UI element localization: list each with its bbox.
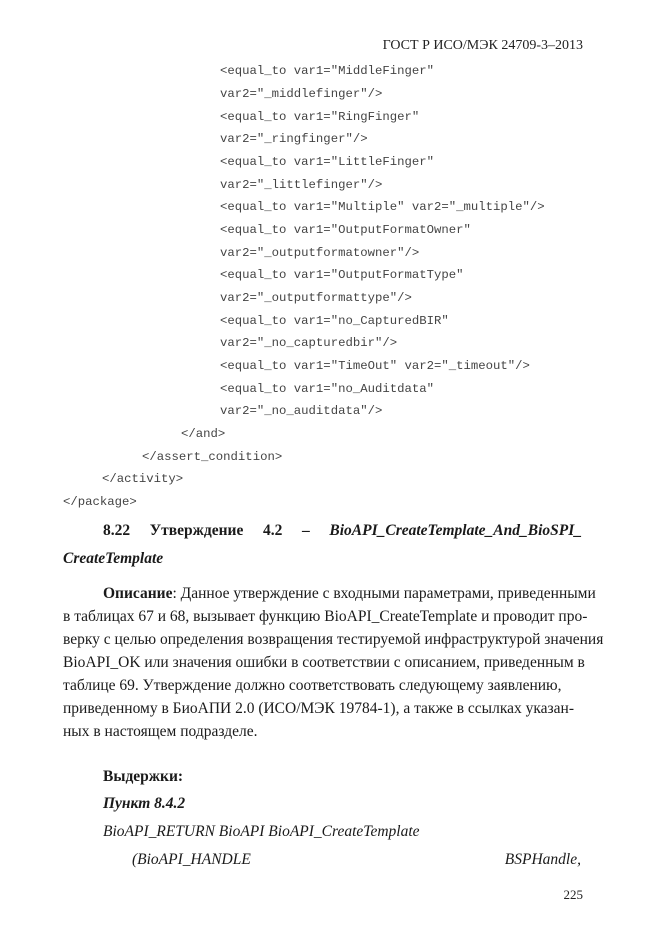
- code-line: </assert_condition>: [142, 450, 283, 464]
- code-line: <equal_to var1="LittleFinger": [220, 155, 435, 169]
- code-line: <equal_to var1="MiddleFinger": [220, 64, 435, 78]
- code-line: </package>: [63, 495, 137, 509]
- document-header: ГОСТ Р ИСО/МЭК 24709-3–2013: [382, 38, 583, 53]
- description-line-1: [103, 585, 596, 603]
- code-line: </and>: [181, 427, 226, 441]
- description-text-1: : Данное утверждение с входными параметрами, приведенными: [172, 585, 596, 602]
- description-line-2: в таблицах 67 и 68, вызывает функцию BioAPI_CreateTemplate и проводит про-: [63, 608, 588, 625]
- description-line-4: BioAPI_OK или значения ошибки в соответствии с описанием, приведенным в: [63, 654, 585, 671]
- description-line-7: ных в настоящем подразделе.: [63, 723, 258, 740]
- code-line: </activity>: [102, 472, 184, 486]
- description-line-6: приведенному в БиоАПИ 2.0 (ИСО/МЭК 19784-1), а также в ссылках указан-: [63, 700, 575, 717]
- code-line: var2="_ringfinger"/>: [220, 132, 368, 146]
- code-line: var2="_no_capturedbir"/>: [220, 336, 398, 350]
- code-line: <equal_to var1="RingFinger": [220, 110, 420, 124]
- param-name: BSPHandle,: [504, 851, 581, 868]
- code-line: var2="_no_auditdata"/>: [220, 404, 383, 418]
- code-line: <equal_to var1="OutputFormatType": [220, 268, 464, 282]
- code-line: <equal_to var1="no_Auditdata": [220, 382, 435, 396]
- section-heading: [103, 522, 582, 540]
- code-line: var2="_outputformattype"/>: [220, 291, 412, 305]
- description-line-3: верку с целью определения возвращения тестируемой инфраструктурой значения: [63, 631, 604, 648]
- excerpts-label: Выдержки:: [103, 768, 184, 785]
- section-title-part1: BioAPI_CreateTemplate_And_BioSPI_: [329, 522, 582, 539]
- param-type: (BioAPI_HANDLE: [132, 851, 251, 868]
- section-number: 8.22: [103, 522, 131, 539]
- code-line: <equal_to var1="TimeOut" var2="_timeout"/>: [220, 359, 530, 373]
- description-label: Описание: [103, 585, 173, 602]
- section-title-part2: CreateTemplate: [63, 550, 164, 567]
- description-line-5: таблице 69. Утверждение должно соответствовать следующему заявлению,: [63, 677, 562, 694]
- code-line: var2="_middlefinger"/>: [220, 87, 383, 101]
- function-signature: BioAPI_RETURN BioAPI BioAPI_CreateTemplate: [103, 823, 420, 840]
- clause-reference: Пункт 8.4.2: [103, 795, 186, 812]
- page-number: 225: [563, 887, 583, 902]
- code-line: <equal_to var1="OutputFormatOwner": [220, 223, 471, 237]
- code-line: var2="_littlefinger"/>: [220, 178, 383, 192]
- assertion-number: 4.2: [262, 522, 283, 539]
- section-word: Утверждение: [149, 522, 244, 539]
- section-dash: –: [301, 522, 310, 539]
- code-line: <equal_to var1="Multiple" var2="_multiple"/>: [220, 200, 545, 214]
- code-line: var2="_outputformatowner"/>: [220, 246, 420, 260]
- code-line: <equal_to var1="no_CapturedBIR": [220, 314, 449, 328]
